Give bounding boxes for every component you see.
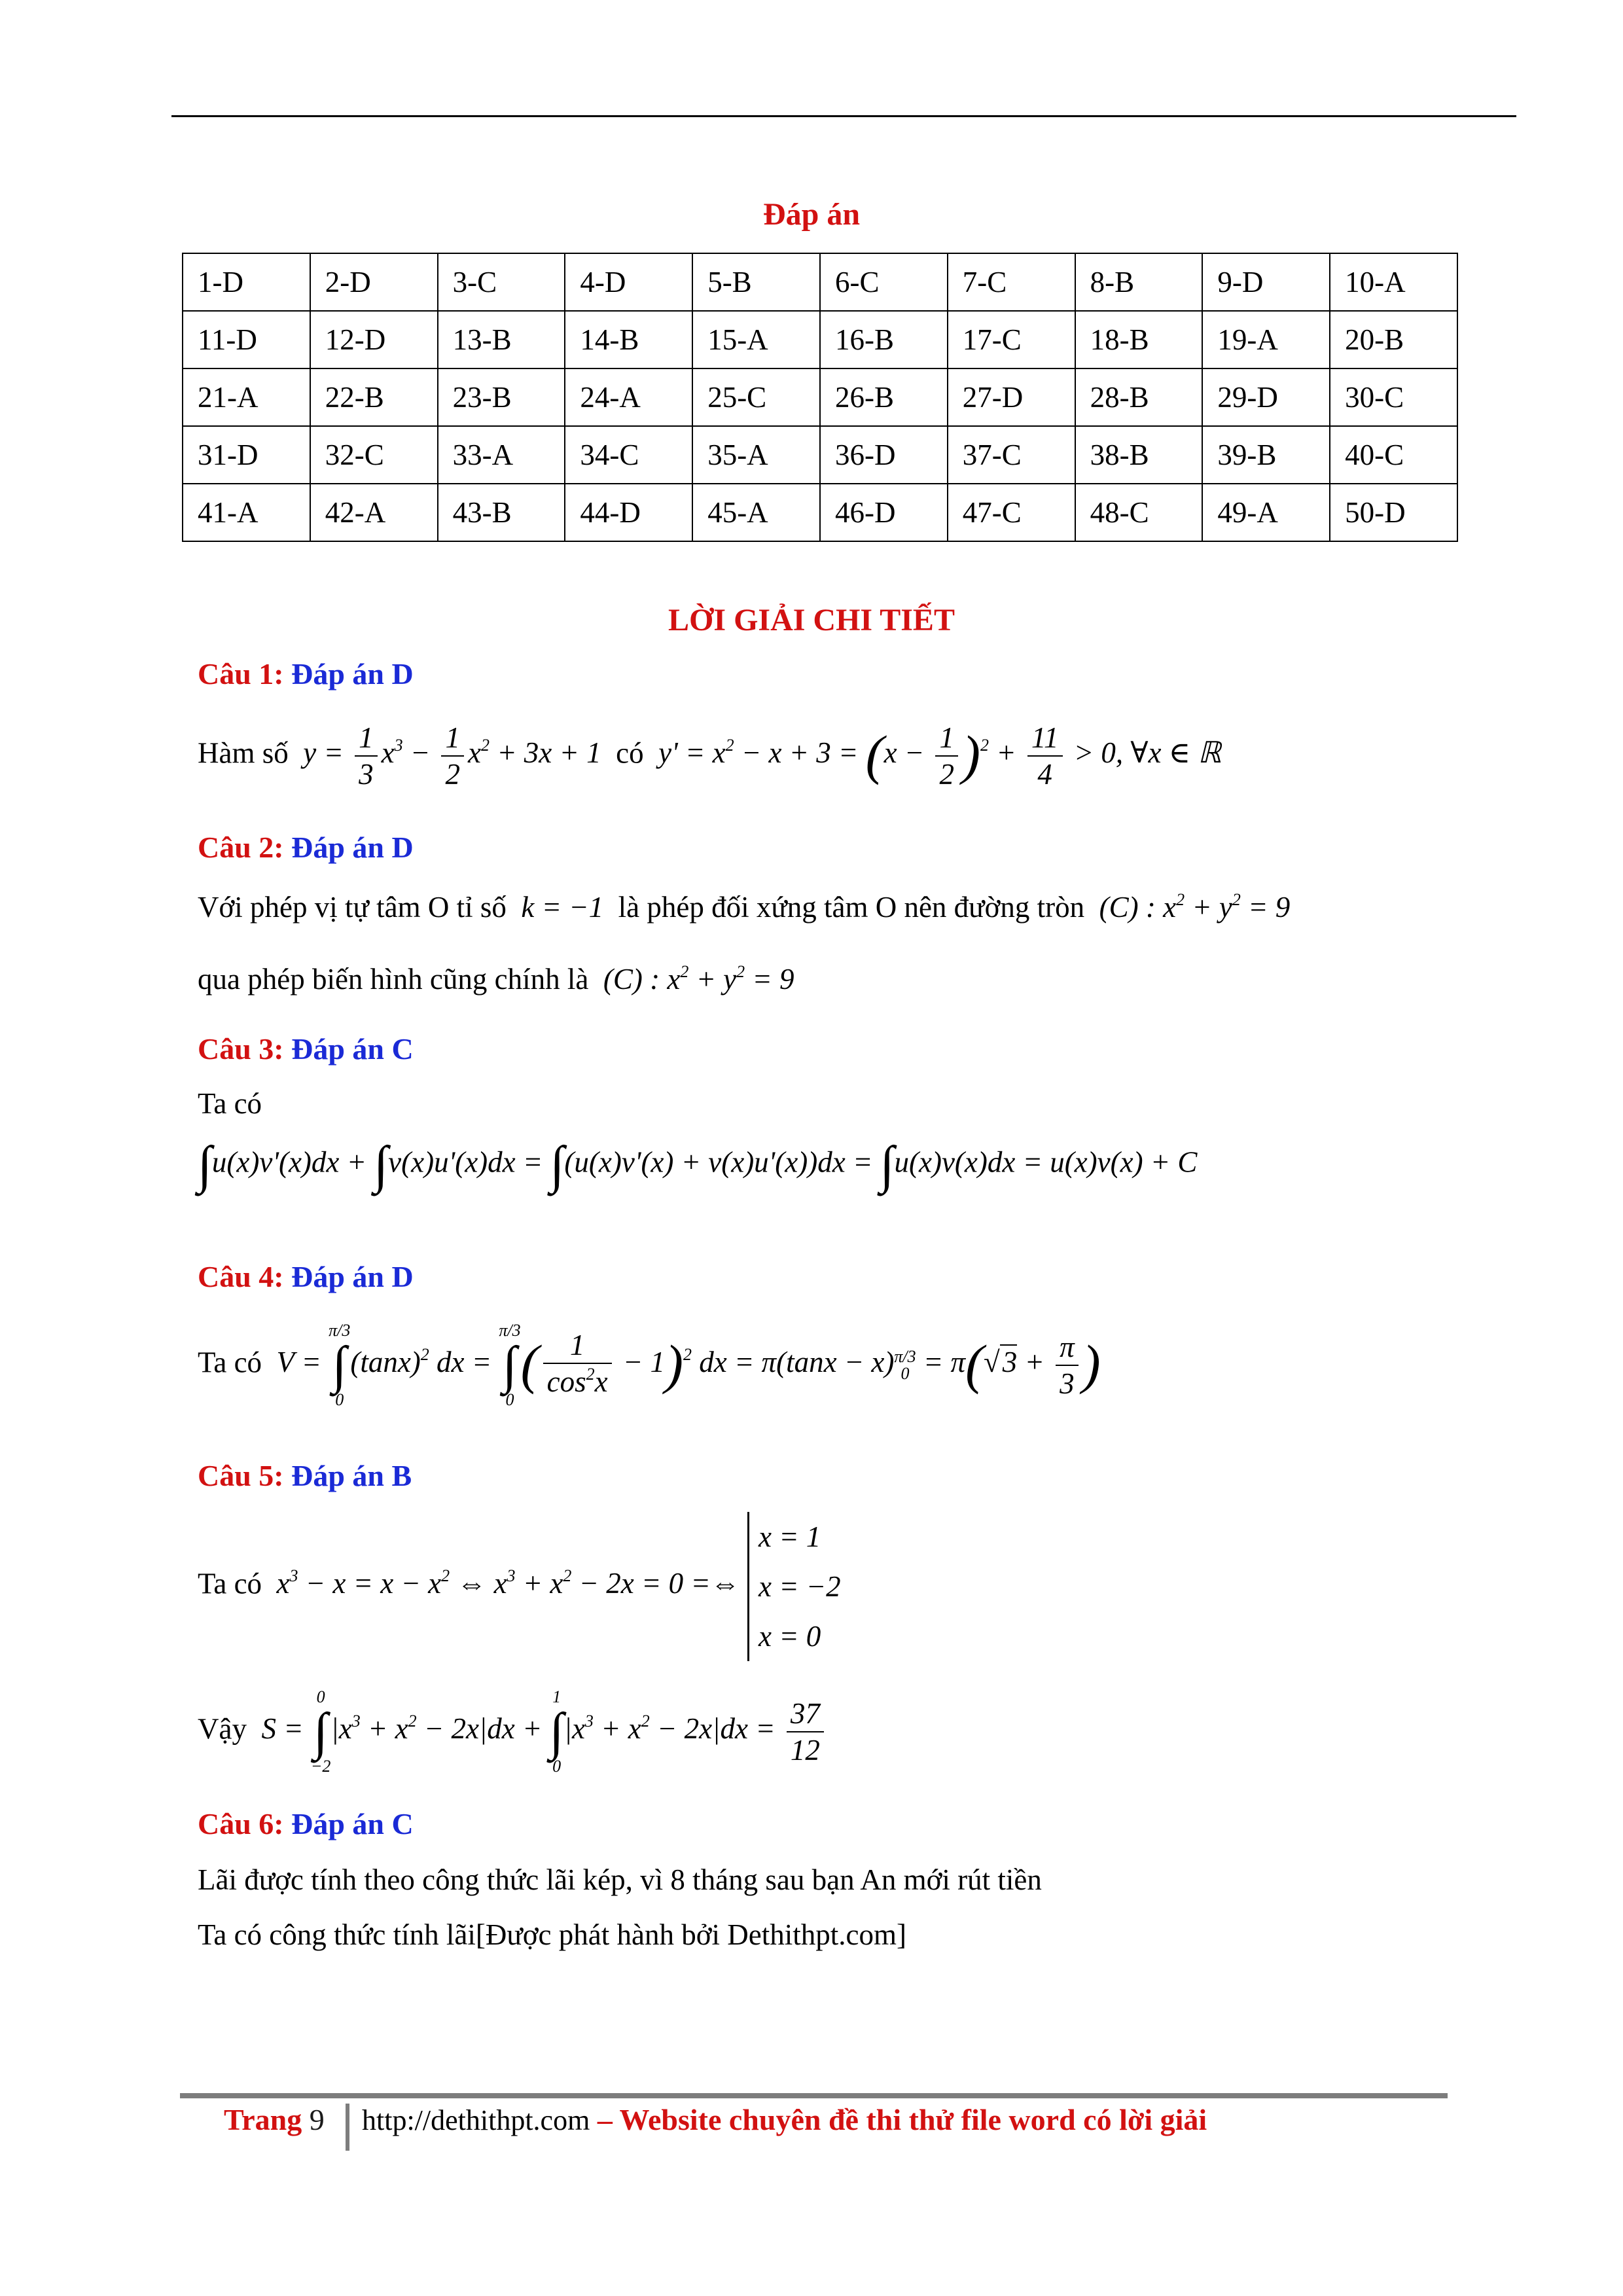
q4-label: Câu 4: <box>198 1260 284 1293</box>
q2-line2: qua phép biến hình cũng chính là (C) : $x^2 + y^2 = 9$ <box>198 962 794 996</box>
q3-label: Câu 3: <box>198 1032 284 1066</box>
answer-cell: 23-B <box>438 368 565 426</box>
answer-cell: 27-D <box>948 368 1075 426</box>
answer-row <box>183 311 1457 368</box>
answer-cell: 45-A <box>692 484 820 541</box>
answer-row <box>183 426 1457 484</box>
q2-heading <box>198 830 414 865</box>
answer-row <box>183 253 1457 311</box>
footer-tagline: – Website chuyên đề thi thử file word có lời giải <box>590 2103 1207 2136</box>
q2-label: Câu 2: <box>198 831 284 864</box>
answer-cell: 21-A <box>183 368 310 426</box>
answer-cell: 30-C <box>1330 368 1457 426</box>
answer-cell: 28-B <box>1075 368 1203 426</box>
footer-page <box>224 2102 325 2137</box>
q5-line1: Ta có $x^3 - x = x - x^2$ ⇔ $x^3 + x^2 - 2x = 0$ =⇔ x = 1 x = −2 x = 0 <box>198 1512 841 1661</box>
q3-answer: Đáp án C <box>291 1032 414 1066</box>
answer-cell: 19-A <box>1202 311 1330 368</box>
answer-row <box>183 368 1457 426</box>
answer-cell: 33-A <box>438 426 565 484</box>
answer-cell: 43-B <box>438 484 565 541</box>
q4-answer: Đáp án D <box>291 1260 414 1293</box>
q6-heading <box>198 1806 414 1841</box>
answer-cell: 15-A <box>692 311 820 368</box>
q3-text: Ta có <box>198 1087 262 1120</box>
answer-cell: 32-C <box>310 426 438 484</box>
answer-cell: 31-D <box>183 426 310 484</box>
q4-line: Ta có V = π/3 ∫ 0 $(\tan x)^2$ dx = π/3 ∫ 0 ( $\frac{1}{\cos^2x}$ − 1)$^2$ dx = π(tanx − x) π/3 0 = π(√3 + $\frac{\pi}{3}$ ) <box>198 1321 1101 1409</box>
answer-cell: 18-B <box>1075 311 1203 368</box>
answer-cell: 5-B <box>692 253 820 311</box>
answer-cell: 2-D <box>310 253 438 311</box>
answer-cell: 38-B <box>1075 426 1203 484</box>
answer-cell: 41-A <box>183 484 310 541</box>
answer-cell: 16-B <box>820 311 948 368</box>
answer-cell: 1-D <box>183 253 310 311</box>
footer-divider <box>346 2104 349 2151</box>
answer-cell: 35-A <box>692 426 820 484</box>
q2-answer: Đáp án D <box>291 831 414 864</box>
answer-cell: 22-B <box>310 368 438 426</box>
answer-cell: 11-D <box>183 311 310 368</box>
answer-cell: 47-C <box>948 484 1075 541</box>
answer-cell: 3-C <box>438 253 565 311</box>
answer-cell: 12-D <box>310 311 438 368</box>
answer-cell: 50-D <box>1330 484 1457 541</box>
answer-row <box>183 484 1457 541</box>
answer-cell: 7-C <box>948 253 1075 311</box>
q4-text: Ta có <box>198 1346 262 1379</box>
q3-heading <box>198 1031 414 1066</box>
answer-cell: 34-C <box>565 426 692 484</box>
answers-title: Đáp án <box>762 197 861 232</box>
footer-page-label: Trang <box>224 2103 302 2136</box>
q5-heading <box>198 1458 412 1493</box>
q1-answer: Đáp án D <box>291 657 414 691</box>
q1-heading <box>198 656 414 691</box>
answer-cell: 36-D <box>820 426 948 484</box>
answer-cell: 24-A <box>565 368 692 426</box>
answer-cell: 25-C <box>692 368 820 426</box>
answer-cell: 26-B <box>820 368 948 426</box>
q1-label: Câu 1: <box>198 657 284 691</box>
answer-cell: 8-B <box>1075 253 1203 311</box>
answer-cell: 49-A <box>1202 484 1330 541</box>
q6-line1: Lãi được tính theo công thức lãi kép, vì 8 tháng sau bạn An mới rút tiền <box>198 1863 1042 1896</box>
q1-line: Hàm số y = $\frac{1}{3}$ $x^3$ − $\frac{1}{2}$ $x^2 + 3x + 1$ có $y' = x^2 - x + 3 = (x$ − $\frac{1}{2}$ )$^2$ + $\frac{11}{4}$ > 0, ∀x ∈ ℝ <box>198 721 1221 791</box>
q5-label: Câu 5: <box>198 1459 284 1492</box>
footer-page-number: 9 <box>309 2103 325 2136</box>
answer-cell: 46-D <box>820 484 948 541</box>
q6-publisher-note: [Được phát hành bởi Dethithpt.com] <box>475 1918 906 1951</box>
q5-text: Ta có <box>198 1567 262 1600</box>
answer-cell: 13-B <box>438 311 565 368</box>
q5-text2: Vậy <box>198 1712 247 1746</box>
header-rule <box>171 115 1516 117</box>
q1-formula: y = $\frac{1}{3}$ $x^3$ − $\frac{1}{2}$ $x^2 + 3x + 1$ <box>296 721 601 791</box>
answer-cell: 20-B <box>1330 311 1457 368</box>
answer-cell: 4-D <box>565 253 692 311</box>
answer-table <box>182 253 1458 542</box>
q5-answer: Đáp án B <box>291 1459 412 1492</box>
q4-heading <box>198 1259 414 1294</box>
answer-cell: 48-C <box>1075 484 1203 541</box>
answer-cell: 37-C <box>948 426 1075 484</box>
q6-label: Câu 6: <box>198 1807 284 1840</box>
solutions-title: LỜI GIẢI CHI TIẾT <box>668 603 955 637</box>
answer-cell: 6-C <box>820 253 948 311</box>
answer-cell: 29-D <box>1202 368 1330 426</box>
q5-solutions: x = 1 x = −2 x = 0 <box>747 1512 841 1661</box>
answer-cell: 9-D <box>1202 253 1330 311</box>
q5-line2: Vậy S = 0 ∫ −2 $|x^3 + x^2 - 2x|dx$ + 1 ∫ 0 $|x^3 + x^2 - 2x|dx$ = $\frac{37}{12}$ <box>198 1689 828 1775</box>
footer-url[interactable]: http://dethithpt.com <box>362 2104 590 2136</box>
q6-line2 <box>198 1918 906 1952</box>
q6-answer: Đáp án C <box>291 1807 414 1840</box>
q2-line2-text: qua phép biến hình cũng chính là <box>198 963 589 996</box>
answer-cell: 44-D <box>565 484 692 541</box>
footer-site <box>362 2102 1207 2137</box>
footer-bar <box>180 2093 1448 2098</box>
q6-line2-text: Ta có công thức tính lãi <box>198 1918 476 1951</box>
answer-cell: 17-C <box>948 311 1075 368</box>
answer-cell: 14-B <box>565 311 692 368</box>
answer-cell: 42-A <box>310 484 438 541</box>
answer-cell: 10-A <box>1330 253 1457 311</box>
answer-cell: 39-B <box>1202 426 1330 484</box>
q2-line1: Với phép vị tự tâm O tỉ số k = −1 là phép đối xứng tâm O nên đường tròn (C) : $x^2 + y^2 = 9$ <box>198 890 1291 924</box>
q2-line1-text: Với phép vị tự tâm O tỉ số <box>198 891 507 924</box>
q3-formula: ∫u(x)v'(x)dx + ∫v(x)u'(x)dx = ∫(u(x)v'(x) + v(x)u'(x))dx = ∫u(x)v(x)dx = u(x)v(x) + C <box>198 1136 1198 1194</box>
answer-cell: 40-C <box>1330 426 1457 484</box>
q2-line1b-text: là phép đối xứng tâm O nên đường tròn <box>618 891 1085 924</box>
q1-derivative: $y' = x^2 - x + 3 = (x$ − $\frac{1}{2}$ )$^2$ + $\frac{11}{4}$ > 0, ∀x ∈ ℝ <box>658 721 1221 791</box>
q1-text: Hàm số <box>198 736 289 770</box>
